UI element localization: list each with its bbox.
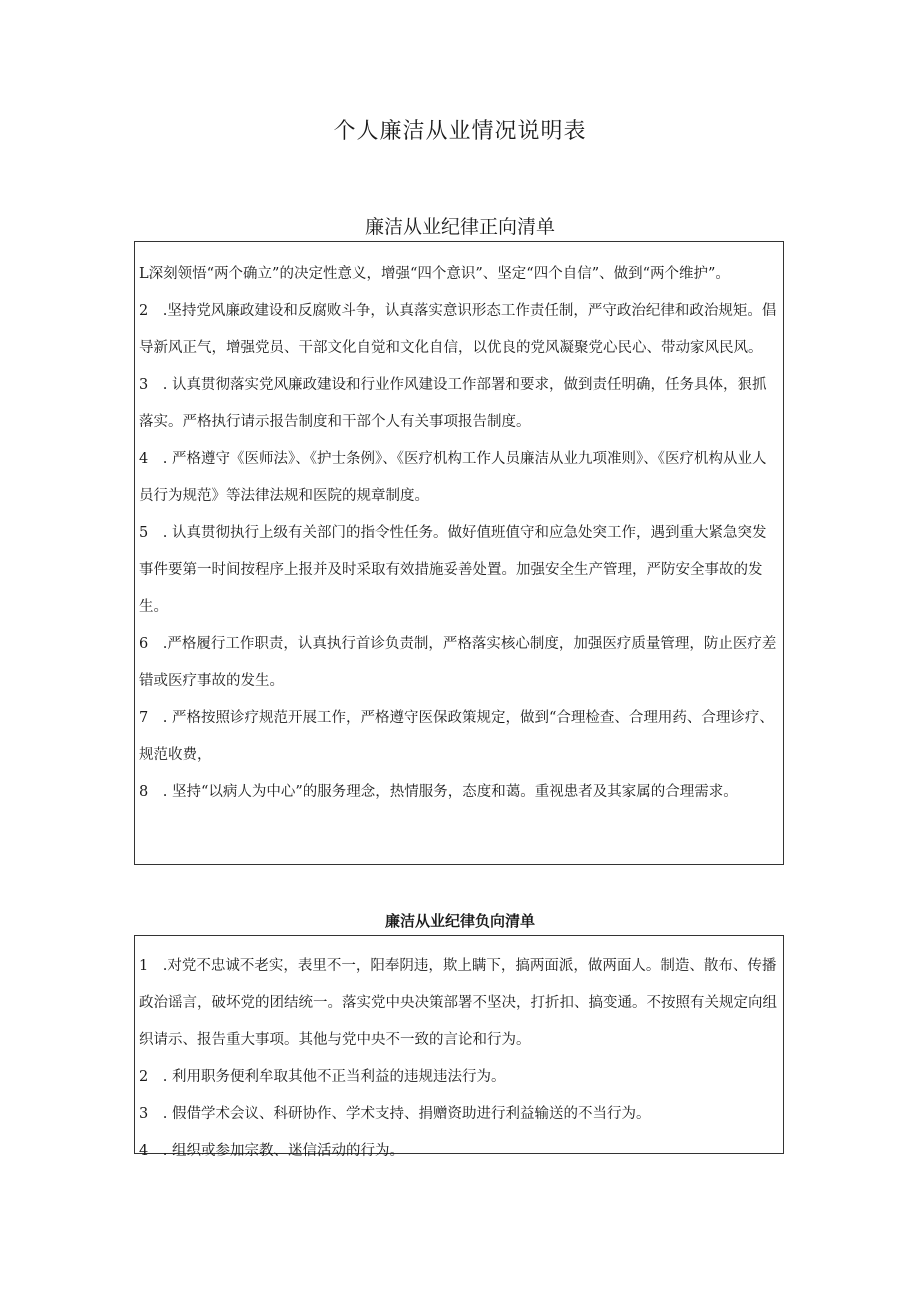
positive-item-4: 4 . 严格遵守《医师法》、《护士条例》、《医疗机构工作人员廉洁从业九项准则》、《医疗机构从业人员行为规范》等法律法规和医院的规章制度。: [139, 451, 767, 504]
positive-item-3: 3 . 认真贯彻落实党风廉政建设和行业作风建设工作部署和要求，做到责任明确，任务具体，狠抓落实。严格执行请示报告制度和干部个人有关事项报告制度。: [139, 377, 767, 430]
positive-item-2: 2 .坚持党风廉政建设和反腐败斗争，认真落实意识形态工作责任制，严守政治纪律和政治规矩。倡导新风正气，增强党员、干部文化自觉和文化自信，以优良的党风凝聚党心民心、带动家风民风。: [139, 303, 777, 356]
positive-list-box: [134, 241, 784, 865]
negative-item-2: 2 . 利用职务便利牟取其他不正当利益的违规违法行为。: [139, 1069, 506, 1085]
negative-item-1: 1 .对党不忠诚不老实，表里不一，阳奉阴违，欺上瞒下，搞两面派，做两面人。制造、散布、传播政治谣言，破坏党的团结统一。落实党中央决策部署不坚决，打折扣、搞变通。不按照有关规定向组织请示、报告重大事项。其他与党中央不一致的言论和行为。: [139, 958, 777, 1048]
negative-item-3: 3 . 假借学术会议、科研协作、学术支持、捐赠资助进行利益输送的不当行为。: [139, 1106, 651, 1122]
document-title: 个人廉洁从业情况说明表: [333, 119, 587, 144]
positive-item-8: 8 . 坚持“以病人为中心”的服务理念，热情服务，态度和蔼。重视患者及其家属的合理需求。: [139, 784, 738, 800]
positive-item-5: 5 . 认真贯彻执行上级有关部门的指令性任务。做好值班值守和应急处突工作，遇到重大紧急突发事件要第一时间按程序上报并及时采取有效措施妥善处置。加强安全生产管理，严防安全事故的发生。: [139, 525, 767, 615]
negative-item-4: 4 . 组织或参加宗教、迷信活动的行为。: [139, 1143, 404, 1159]
positive-item-6: 6 .严格履行工作职责，认真执行首诊负责制，严格落实核心制度，加强医疗质量管理，防止医疗差错或医疗事故的发生。: [139, 636, 777, 689]
negative-list-title: 廉洁从业纪律负向清单: [384, 912, 535, 930]
positive-item-1: L深刻领悟“两个确立”的决定性意义，增强“四个意识”、坚定“四个自信”、做到“两个维护”。: [139, 266, 730, 282]
positive-item-7: 7 . 严格按照诊疗规范开展工作，严格遵守医保政策规定，做到“合理检查、合理用药、合理诊疗、规范收费，: [139, 710, 774, 763]
positive-list-title: 廉洁从业纪律正向清单: [364, 216, 555, 238]
negative-list-box: [134, 935, 784, 1159]
